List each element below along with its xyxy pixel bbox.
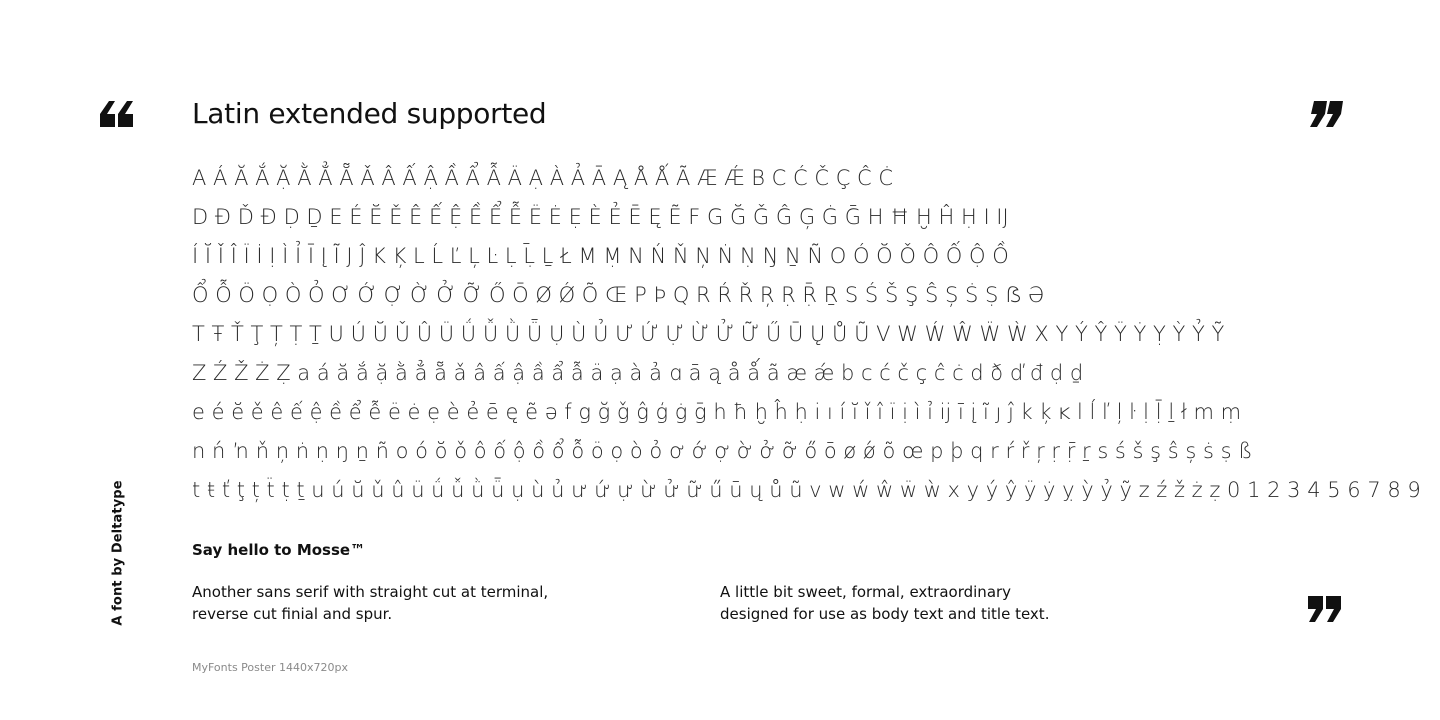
hello-heading: Say hello to Mosse™ xyxy=(192,541,366,559)
description-left xyxy=(192,581,548,625)
glyph-line: n ń ŉ ň ņ ṅ ṇ ŋ ṉ ñ o ó ŏ ǒ ô ố ộ ồ ổ ỗ ö ọ ò ỏ ơ ớ ợ ờ ở ỡ ő ō ø ǿ õ œ p þ q r ŕ ř ŗ ṛ ṝ ṟ s ś š ş ŝ ș ṡ ṣ ß xyxy=(192,439,1253,463)
description-line: A little bit sweet, formal, extraordinary xyxy=(720,583,1012,601)
glyph-line: D Ð Ď Đ Ḍ Ḏ E É Ĕ Ě Ê Ế Ệ Ề Ể Ễ Ë Ė Ẹ È Ẻ Ē Ę Ẽ F G Ğ Ǧ Ĝ Ģ Ġ Ḡ H Ħ Ḫ Ĥ Ḥ I Ĳ xyxy=(192,205,1009,229)
glyph-line: T Ŧ Ť Ţ Ț Ṭ Ṯ U Ú Ŭ Ǔ Û Ü Ǘ Ǚ Ǜ Ǖ Ụ Ù Ủ Ư Ứ Ự Ừ Ử Ữ Ű Ū Ų Ů Ũ V W Ẃ Ŵ Ẅ Ẁ X Y Ý Ŷ Ÿ Ẏ Ỵ Ỳ Ỷ Ỹ xyxy=(192,322,1225,346)
description-line: reverse cut finial and spur. xyxy=(192,605,393,623)
glyph-line: e é ĕ ě ê ế ệ ề ể ễ ë ė ẹ è ẻ ē ę ẽ ə f g ğ ǧ ĝ ģ ġ ḡ h ħ ḫ ĥ ḥ i ı í ĭ ǐ î ï ị ì ỉ ĳ ī į ĩ ȷ ĵ k ķ ĸ l ĺ ľ ļ ŀ ḷ ḹ ḻ ł m ṃ xyxy=(192,400,1242,424)
footer-caption: MyFonts Poster 1440x720px xyxy=(192,661,348,674)
glyph-line: Ổ Ỗ Ö Ọ Ò Ỏ Ơ Ớ Ợ Ờ Ở Ỡ Ő Ō Ø Ǿ Õ Œ P Þ Q R Ŕ Ř Ŗ Ṛ Ṝ Ṟ S Ś Š Ş Ŝ Ș Ṡ Ṣ ẞ Ə xyxy=(192,283,1045,307)
page-title: Latin extended supported xyxy=(192,97,547,130)
glyph-line: A Á Ă Ắ Ặ Ằ Ẳ Ẵ Ǎ Â Ấ Ậ Ầ Ẩ Ẫ Ä Ạ À Ả Ā Ą Å Ǻ Ã Æ Ǽ B C Ć Č Ç Ĉ Ċ xyxy=(192,166,894,190)
open-quote-icon xyxy=(100,101,134,127)
side-credit: A font by Deltatype xyxy=(110,480,126,626)
description-right xyxy=(720,581,1049,625)
glyph-line: Z Ź Ž Ż Ẓ a á ă ắ ặ ằ ẳ ẵ ǎ â ấ ậ ầ ẩ ẫ ä ạ à ả ɑ ā ą å ǻ ã æ ǽ b c ć č ç ĉ ċ d ð ď đ ḍ ḏ xyxy=(192,361,1084,385)
slanted-quote-icon xyxy=(1309,101,1343,127)
glyph-line: Í Ĭ Ǐ Î Ï İ Ị Ì Ỉ Ī Į Ĩ J Ĵ K Ķ L Ĺ Ľ Ļ Ŀ Ḷ Ḹ Ḻ Ł M Ṃ N Ń Ň Ņ Ṅ Ṇ Ŋ Ṉ Ñ O Ó Ŏ Ǒ Ô Ố Ộ Ồ xyxy=(192,244,1009,268)
glyph-specimen xyxy=(192,159,1421,510)
close-quote-icon xyxy=(1308,596,1342,622)
description-line: Another sans serif with straight cut at terminal, xyxy=(192,583,549,601)
description-line: designed for use as body text and title text. xyxy=(720,605,1050,623)
glyph-line: t ŧ ť ţ ț ẗ ṭ ṯ u ú ŭ ǔ û ü ǘ ǚ ǜ ǖ ụ ù ủ ư ứ ự ừ ử ữ ű ū ų ů ũ v w ẃ ŵ ẅ ẁ x y ý ŷ ÿ ẏ ỵ ỳ ỷ ỹ z ź ž ż ẓ 0 1 2 3 4 5 6 7 8 9 xyxy=(192,478,1421,502)
